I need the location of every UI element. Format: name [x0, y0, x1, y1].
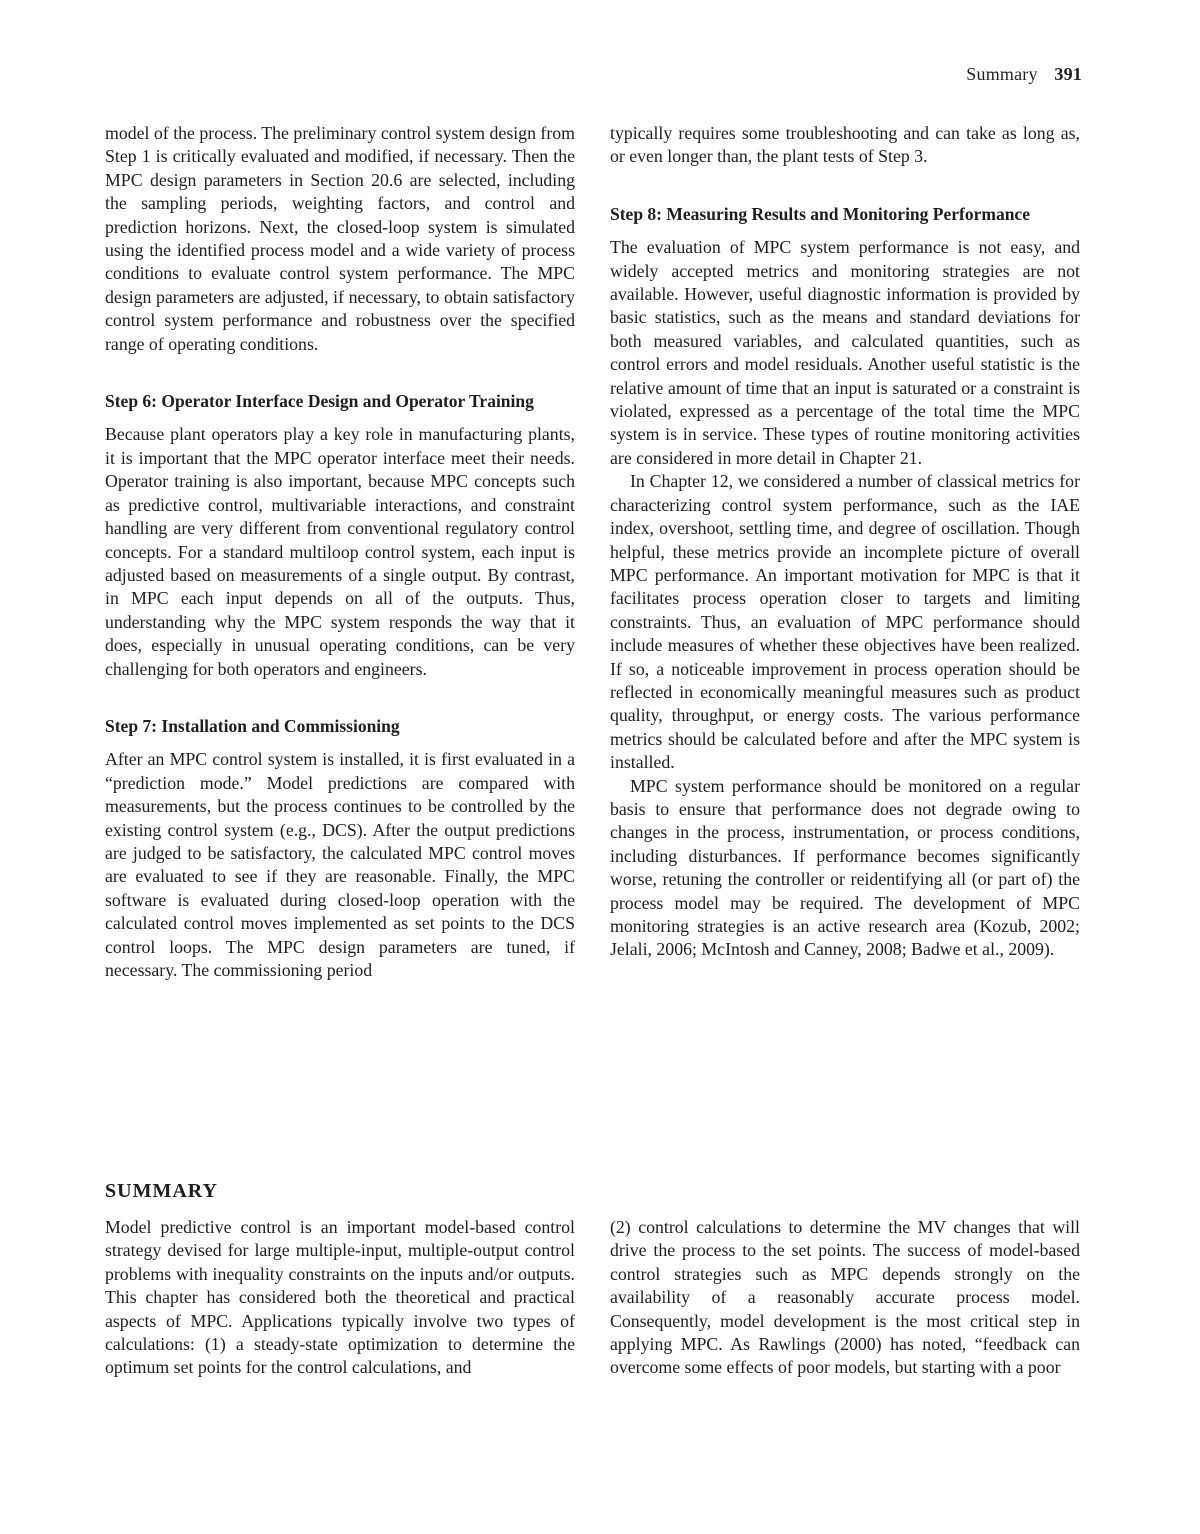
- paragraph-step5-continued: model of the process. The preliminary control system design from Step 1 is critically evaluated and modified, if necessary. Then the MPC design parameters in Section 20.6 are selected, including the sampling periods, weighting factors, and control and prediction horizons. Next, the closed-loop system is simulated using the identified process model and a wide variety of process conditions to evaluate control system performance. The MPC design parameters are adjusted, if necessary, to obtain satisfactory control system performance and robustness over the specified range of operating conditions.: [105, 123, 575, 354]
- left-column-summary: [105, 1216, 575, 1380]
- left-column-top: [105, 122, 575, 982]
- page-number: 391: [1054, 64, 1082, 84]
- paragraph-step8-1: The evaluation of MPC system performance is not easy, and widely accepted metrics and monitoring strategies are not available. However, useful diagnostic information is provided by basic statistics, such as the means and standard deviations for both measured variables, and calculated quantities, such as control errors and model residuals. Another useful statistic is the relative amount of time that an input is saturated or a constraint is violated, expressed as a percentage of the total time the MPC system is in service. These types of routine monitoring activities are considered in more detail in Chapter 21.: [610, 237, 1080, 468]
- right-column-summary: [610, 1216, 1080, 1380]
- paragraph-step7-continued: typically requires some troubleshooting and can take as long as, or even longer than, the plant tests of Step 3.: [610, 123, 1080, 167]
- paragraph-summary-2: (2) control calculations to determine the MV changes that will drive the process to the set points. The success of model-based control strategies such as MPC depends strongly on the availability of a reasonably accurate process model. Consequently, model development is the most critical step in applying MPC. As Rawlings (2000) has noted, “feedback can overcome some effects of poor models, but starting with a poor: [610, 1217, 1080, 1378]
- running-head-section: Summary: [966, 64, 1038, 84]
- paragraph-step7: After an MPC control system is installed, it is first evaluated in a “prediction mode.” Model predictions are compared with measurements, but the process continues to be controlled by the existing control system (e.g., DCS). After the output predictions are judged to be satisfactory, the calculated MPC control moves are evaluated to see if they are reasonable. Finally, the MPC software is evaluated during closed-loop operation with the calculated control moves implemented as set points to the DCS control loops. The MPC design parameters are tuned, if necessary. The commissioning period: [105, 749, 575, 980]
- running-head: [966, 64, 1082, 85]
- step6-heading: Step 6: Operator Interface Design and Operator Training: [105, 391, 534, 412]
- summary-heading: SUMMARY: [105, 1180, 218, 1202]
- paragraph-step8-2: In Chapter 12, we considered a number of classical metrics for characterizing control system performance, such as the IAE index, overshoot, settling time, and degree of oscillation. Though helpful, these metrics provide an incomplete picture of overall MPC performance. An important motivation for MPC is that it facilitates process operation closer to targets and limiting constraints. Thus, an evaluation of MPC performance should include measures of whether these objectives have been realized. If so, a noticeable improvement in process operation should be reflected in economically meaningful measures such as product quality, throughput, or energy costs. The various performance metrics should be calculated before and after the MPC system is installed.: [610, 471, 1080, 773]
- step8-heading: Step 8: Measuring Results and Monitoring Performance: [610, 203, 1030, 224]
- right-column-top: [610, 122, 1080, 962]
- paragraph-step6: Because plant operators play a key role in manufacturing plants, it is important that the MPC operator interface meet their needs. Operator training is also important, because MPC concepts such as predictive control, multivariable interactions, and constraint handling are very different from conventional regulatory control concepts. For a standard multiloop control system, each input is adjusted based on measurements of a single output. By contrast, in MPC each input depends on all of the outputs. Thus, understanding why the MPC system responds the way that it does, especially in unusual operating conditions, can be very challenging for both operators and engineers.: [105, 424, 575, 679]
- paragraph-step8-3: MPC system performance should be monitored on a regular basis to ensure that performance does not degrade owing to changes in the process, instrumentation, or process conditions, including disturbances. If performance becomes significantly worse, retuning the controller or reidentifying all (or part of) the process model may be required. The development of MPC monitoring strategies is an active research area (Kozub, 2002; Jelali, 2006; McIntosh and Canney, 2008; Badwe et al., 2009).: [610, 775, 1080, 960]
- paragraph-summary-1: Model predictive control is an important model-based control strategy devised for large multiple-input, multiple-output control problems with inequality constraints on the inputs and/or outputs. This chapter has considered both the theoretical and practical aspects of MPC. Applications typically involve two types of calculations: (1) a steady-state optimization to determine the optimum set points for the control calculations, and: [105, 1217, 575, 1378]
- step7-heading: Step 7: Installation and Commissioning: [105, 715, 400, 736]
